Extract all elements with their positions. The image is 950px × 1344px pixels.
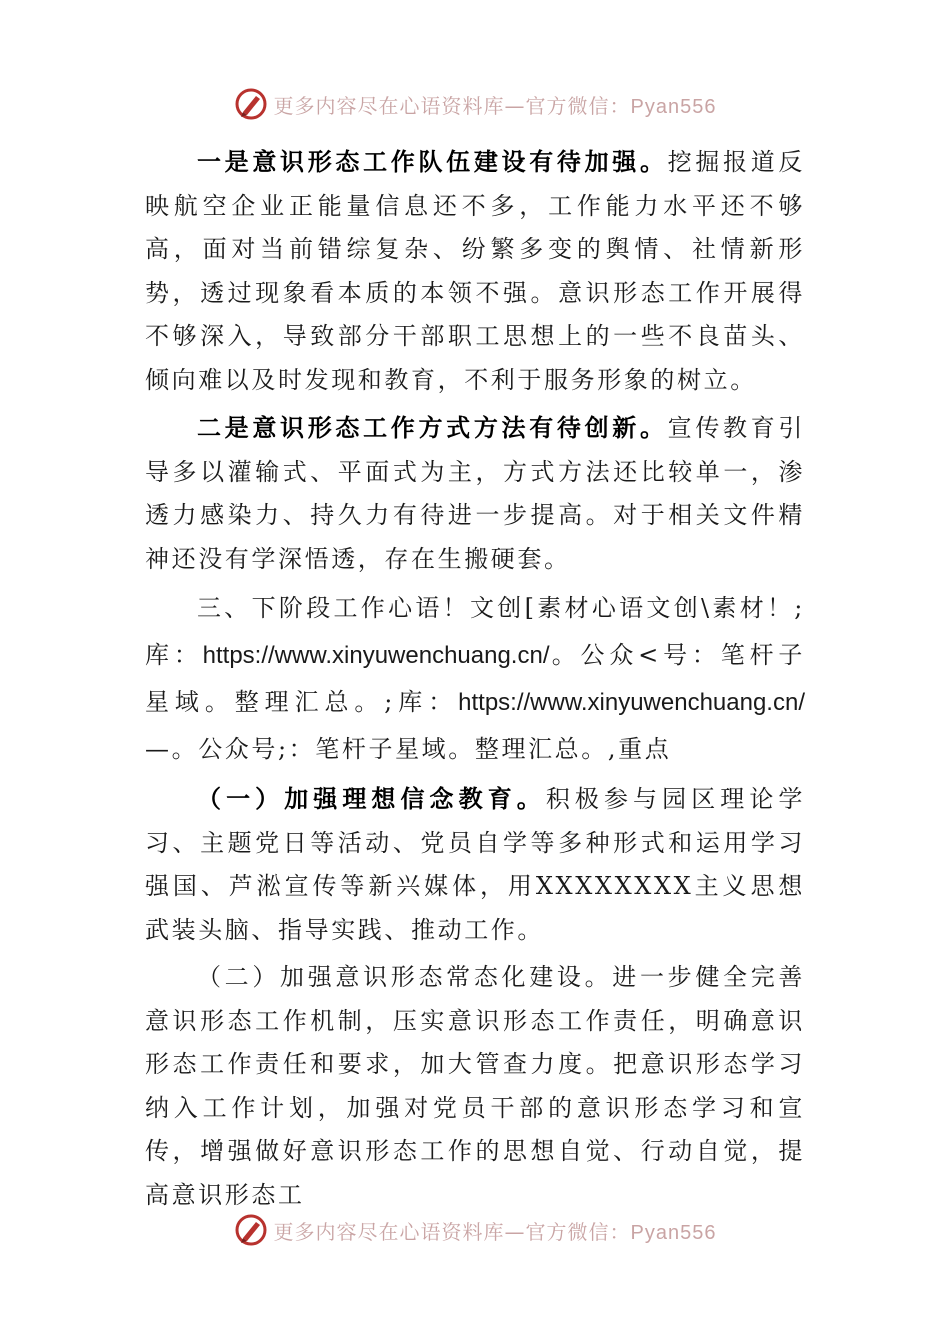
paragraph-body: 宣传教育引导多以灌输式、平面式为主，方式方法还比较单一，渗透力感染力、持久力有待进一步提高。对于相关文件精神还没有学深悟透，存在生搬硬套。 — [145, 414, 805, 573]
paragraph-issue-2 — [145, 406, 805, 581]
banner-text: 更多内容尽在心语资料库—官方微信：Pyan556 — [273, 93, 717, 118]
header-watermark-banner — [0, 84, 950, 124]
item-body: 积极参与园区理论学习、主题党日等活动、党员自学等多种形式和运用学习强国、芦淞宣传等新兴媒体，用XXXXXXXX主义思想武装头脑、指导实践、推动工作。 — [145, 785, 805, 944]
website-link: https://www.xinyuwenchuang.cn/ — [202, 642, 550, 669]
section-3-heading: 三、下阶段工作心语！文创[素材心语文创\素材！;库：https://www.xinyuwenchuang.cn/。公众<号：笔杆子星域。整理汇总。;库：https://www.xinyuwenchuang.cn/—。公众号;：笔杆子星域。整理汇总。,重点 — [145, 594, 805, 763]
red-circle-pen-icon — [234, 87, 268, 121]
item-lead: （一）加强理想信念教育。 — [197, 784, 546, 813]
paragraph-lead: 一是意识形态工作队伍建设有待加强。 — [197, 147, 668, 176]
item-body: （二）加强意识形态常态化建设。进一步健全完善意识形态工作机制，压实意识形态工作责任，明确意识形态工作责任和要求，加大管查力度。把意识形态学习纳入工作计划，加强对党员干部的意识形态学习和宣传，增强做好意识形态工作的思想自觉、行动自觉，提高意识形态工 — [145, 963, 805, 1209]
banner-text: 更多内容尽在心语资料库—官方微信：Pyan556 — [273, 1219, 717, 1244]
paragraph-lead: 二是意识形态工作方式方法有待创新。 — [197, 413, 668, 442]
red-circle-pen-icon — [234, 1213, 268, 1247]
item-1 — [145, 777, 805, 952]
website-link: https://www.xinyuwenchuang.cn/ — [458, 689, 805, 716]
paragraph-issue-1 — [145, 140, 805, 402]
footer-watermark-banner — [0, 1210, 950, 1250]
item-2 — [145, 956, 805, 1217]
paragraph-body: 挖掘报道反映航空企业正能量信息还不多，工作能力水平还不够高，面对当前错综复杂、纷繁多变的舆情、社情新形势，透过现象看本质的本领不强。意识形态工作开展得不够深入，导致部分干部职工思想上的一些不良苗头、倾向难以及时发现和教育，不利于服务形象的树立。 — [145, 148, 805, 394]
document-body — [145, 140, 805, 1217]
